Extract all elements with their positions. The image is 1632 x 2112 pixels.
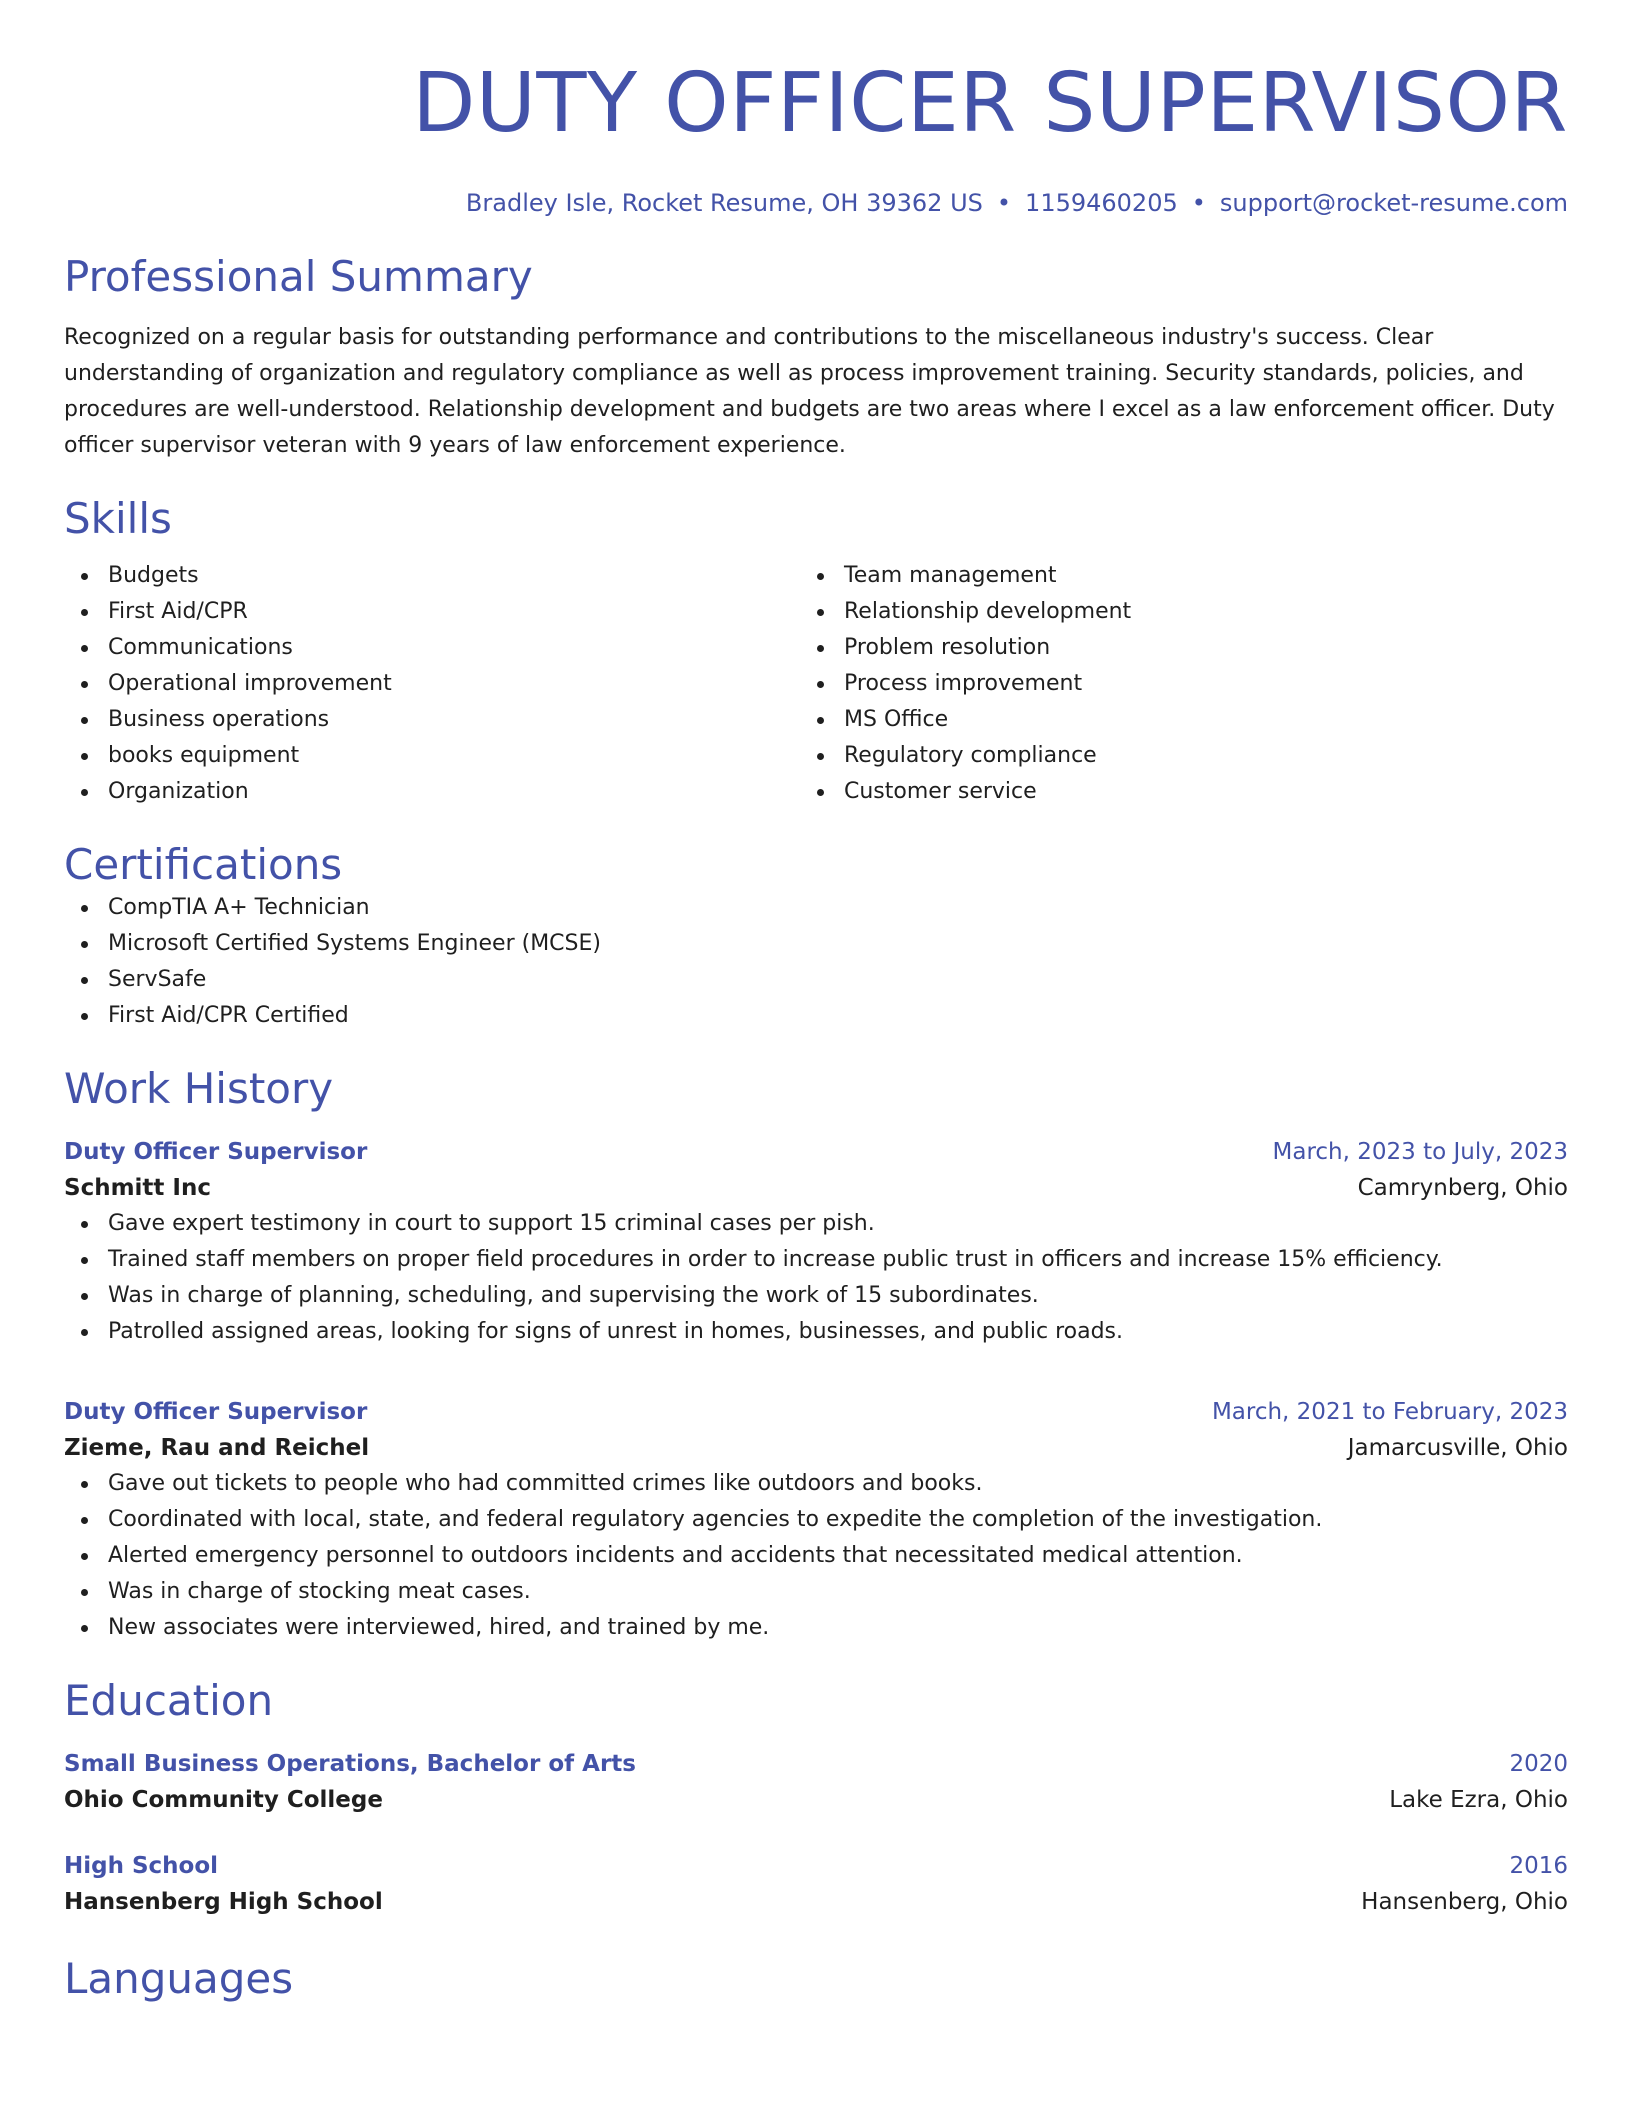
skill-item: MS Office	[800, 702, 1536, 738]
contact-address: Bradley Isle, Rocket Resume, OH 39362 US	[465, 189, 983, 217]
skill-item: Relationship development	[800, 594, 1536, 630]
skill-item: books equipment	[64, 738, 800, 774]
job-location: Jamarcusville, Ohio	[1347, 1435, 1568, 1461]
skill-item: Operational improvement	[64, 666, 800, 702]
skill-item: Customer service	[800, 774, 1536, 810]
skill-item: Business operations	[64, 702, 800, 738]
section-heading: Work History	[64, 1064, 334, 1113]
section-heading: Languages	[64, 1954, 294, 2003]
skill-item: Problem resolution	[800, 630, 1536, 666]
education-school-row	[64, 1884, 1568, 1920]
skill-item: Budgets	[64, 558, 800, 594]
job-header-row	[64, 1394, 1568, 1430]
education-degree: High School	[64, 1853, 219, 1879]
job-header-row	[64, 1134, 1568, 1170]
job-role: Duty Officer Supervisor	[64, 1399, 368, 1425]
work-history-section	[64, 1064, 1568, 1646]
education-section	[64, 1676, 1568, 1920]
contact-phone: 1159460205	[1025, 189, 1178, 217]
skills-grid	[64, 558, 1568, 810]
job-duty-item: Was in charge of stocking meat cases.	[64, 1574, 1568, 1610]
job-employer: Zieme, Rau and Reichel	[64, 1435, 370, 1461]
certifications-section	[64, 840, 1568, 1034]
skill-item: Team management	[800, 558, 1536, 594]
languages-section	[64, 1954, 1568, 2004]
skill-item: Organization	[64, 774, 800, 810]
job-duty-item: Was in charge of planning, scheduling, and supervising the work of 15 subordinates.	[64, 1278, 1568, 1314]
certification-item: Microsoft Certified Systems Engineer (MCSE)	[64, 926, 1568, 962]
skill-item: First Aid/CPR	[64, 594, 800, 630]
section-heading: Education	[64, 1676, 274, 1725]
education-entry	[64, 1746, 1568, 1818]
job-duties-list	[64, 1206, 1568, 1350]
section-heading: Skills	[64, 494, 172, 543]
job-employer-row	[64, 1170, 1568, 1206]
job-duties-list	[64, 1466, 1568, 1646]
skills-left-list	[64, 558, 800, 810]
professional-summary-section	[64, 252, 1568, 464]
education-location: Hansenberg, Ohio	[1361, 1889, 1568, 1915]
job-duty-item: Gave expert testimony in court to support 15 criminal cases per pish.	[64, 1206, 1568, 1242]
job-duty-item: Patrolled assigned areas, looking for signs of unrest in homes, businesses, and public roads.	[64, 1314, 1568, 1350]
education-location: Lake Ezra, Ohio	[1389, 1787, 1568, 1813]
contact-separator: •	[996, 189, 1012, 217]
skill-item: Communications	[64, 630, 800, 666]
education-header-row	[64, 1848, 1568, 1884]
contact-separator: •	[1191, 189, 1206, 217]
job-entry	[64, 1394, 1568, 1646]
job-duty-item: Alerted emergency personnel to outdoors incidents and accidents that necessitated medical attention.	[64, 1538, 1568, 1574]
certification-item: First Aid/CPR Certified	[64, 998, 1568, 1034]
job-role: Duty Officer Supervisor	[64, 1139, 368, 1165]
resume-header	[64, 56, 1568, 218]
skill-item: Process improvement	[800, 666, 1536, 702]
education-school: Hansenberg High School	[64, 1889, 383, 1915]
job-employer: Schmitt Inc	[64, 1175, 211, 1201]
education-school-row	[64, 1782, 1568, 1818]
skill-item: Regulatory compliance	[800, 738, 1536, 774]
section-heading: Certifications	[64, 840, 343, 889]
education-header-row	[64, 1746, 1568, 1782]
certification-item: ServSafe	[64, 962, 1568, 998]
education-entry	[64, 1848, 1568, 1920]
job-location: Camrynberg, Ohio	[1357, 1175, 1568, 1201]
education-year: 2020	[1509, 1751, 1568, 1777]
job-duty-item: New associates were interviewed, hired, and trained by me.	[64, 1610, 1568, 1646]
education-year: 2016	[1509, 1853, 1568, 1879]
certifications-list	[64, 890, 1568, 1034]
job-dates: March, 2021 to February, 2023	[1211, 1399, 1568, 1425]
section-heading: Professional Summary	[64, 252, 533, 301]
job-dates: March, 2023 to July, 2023	[1272, 1139, 1568, 1165]
job-duty-item: Coordinated with local, state, and federal regulatory agencies to expedite the completion of the investigation.	[64, 1502, 1568, 1538]
job-employer-row	[64, 1430, 1568, 1466]
job-duty-item: Trained staff members on proper field procedures in order to increase public trust in officers and increase 15% efficiency.	[64, 1242, 1568, 1278]
job-duty-item: Gave out tickets to people who had committed crimes like outdoors and books.	[64, 1466, 1568, 1502]
skills-section	[64, 494, 1568, 810]
certification-item: CompTIA A+ Technician	[64, 890, 1568, 926]
skills-right-list	[800, 558, 1536, 810]
summary-text: Recognized on a regular basis for outstanding performance and contributions to the miscellaneous industry's success. Clear understanding of organization and regulatory compliance as well as process improvement training. Security standards, policies, and procedures are well-understood. Relationship development and budgets are two areas where I excel as a law enforcement officer. Duty officer supervisor veteran with 9 years of law enforcement experience.	[64, 325, 1555, 458]
contact-email[interactable]: support@rocket-resume.com	[1219, 189, 1568, 217]
contact-line	[64, 188, 1568, 218]
candidate-title: DUTY OFFICER SUPERVISOR	[412, 56, 1568, 151]
job-entry	[64, 1134, 1568, 1350]
education-degree: Small Business Operations, Bachelor of Arts	[64, 1751, 636, 1777]
education-school: Ohio Community College	[64, 1787, 383, 1813]
